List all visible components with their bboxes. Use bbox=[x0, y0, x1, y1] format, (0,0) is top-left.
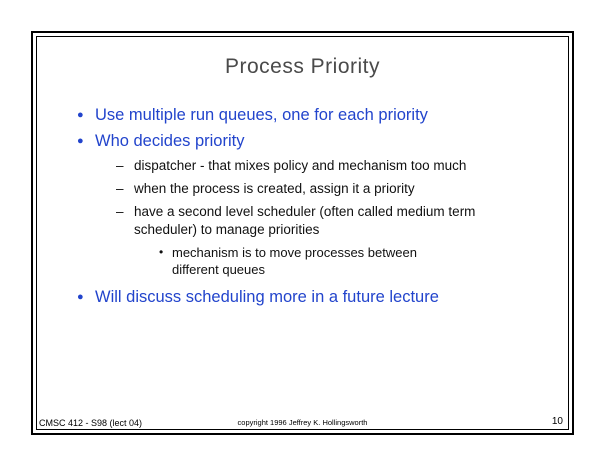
sub-sub-bullet-text: mechanism is to move processes between different queues bbox=[172, 245, 417, 277]
sub-bullet-item bbox=[37, 180, 568, 198]
footer-page-number: 10 bbox=[551, 416, 563, 427]
bullet-dot-icon: ● bbox=[77, 109, 84, 121]
slide-inner-border bbox=[36, 36, 569, 430]
small-bullet-icon: • bbox=[159, 245, 164, 259]
sub-sub-bullet-item bbox=[37, 244, 568, 278]
sub-bullet-item bbox=[37, 157, 568, 175]
footer-copyright: copyright 1996 Jeffrey K. Hollingsworth bbox=[237, 418, 368, 427]
bullet-item bbox=[37, 105, 568, 126]
bullet-text: Will discuss scheduling more in a future lecture bbox=[95, 288, 439, 306]
bullet-dot-icon: ● bbox=[77, 135, 84, 147]
dash-icon: – bbox=[116, 204, 124, 219]
bullet-dot-icon: ● bbox=[77, 291, 84, 303]
sub-bullet-text: when the process is created, assign it a priority bbox=[134, 181, 415, 196]
sub-bullet-item bbox=[37, 203, 568, 239]
sub-bullet-text: have a second level scheduler (often called medium term scheduler) to manage priorities bbox=[134, 204, 476, 237]
dash-icon: – bbox=[116, 158, 124, 173]
bullet-item bbox=[37, 287, 568, 308]
dash-icon: – bbox=[116, 181, 124, 196]
bullet-text: Use multiple run queues, one for each priority bbox=[95, 106, 428, 124]
slide-title: Process Priority bbox=[224, 55, 381, 78]
bullet-list bbox=[37, 105, 568, 308]
bullet-text: Who decides priority bbox=[95, 132, 245, 150]
sub-bullet-text: dispatcher - that mixes policy and mechanism too much bbox=[134, 158, 467, 173]
bullet-item bbox=[37, 131, 568, 152]
footer-course-label: CMSC 412 - S98 (lect 04) bbox=[39, 418, 143, 428]
slide-frame bbox=[31, 31, 574, 435]
